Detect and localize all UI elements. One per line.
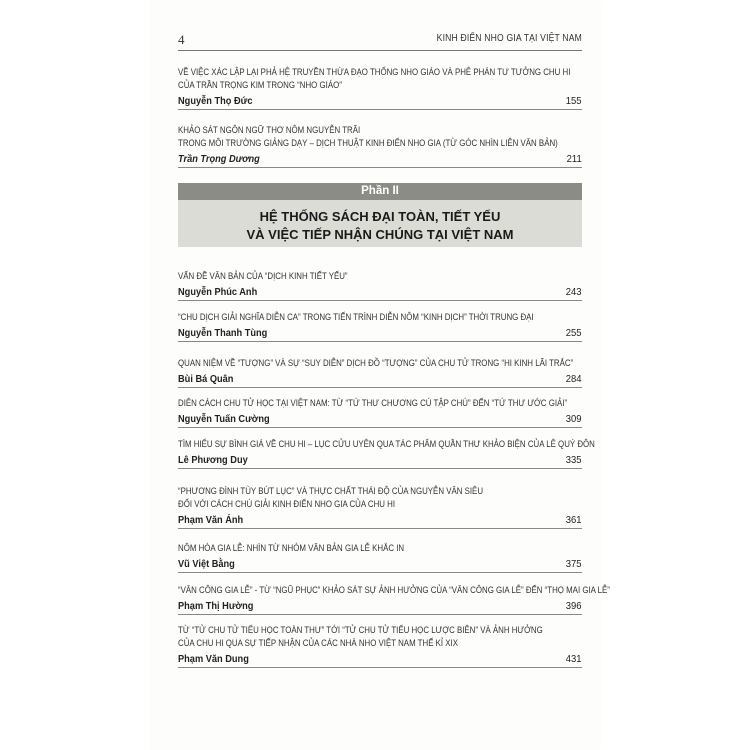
part-label-band (178, 183, 582, 200)
entry-page-number: 284 (566, 373, 582, 385)
entry-author: Trần Trọng Dương (178, 153, 260, 165)
entry-title-line: CỦA TRẦN TRỌNG KIM TRONG “NHO GIÁO” (178, 80, 342, 91)
entry-title-line: DIÊN CÁCH CHU TỬ HỌC TẠI VIỆT NAM: TỪ “TỨ THƯ CHƯƠNG CÚ TẬP CHÚ” ĐẾN “TỨ THƯ ƯỚC GIẢI” (178, 398, 568, 409)
part-label: Phần II (361, 185, 399, 197)
entry-author-row (178, 326, 582, 341)
entry-page-number: 361 (566, 514, 582, 526)
entry-title-line: VẤN ĐỀ VĂN BẢN CỦA “DỊCH KINH TIẾT YẾU” (178, 271, 348, 282)
entry-author: Nguyễn Phúc Anh (178, 286, 258, 298)
entry-title-line: NÔM HÓA GIA LỄ: NHÌN TỪ NHÓM VĂN BẢN GIA LỄ KHẮC IN (178, 543, 405, 554)
page-number: 4 (178, 32, 185, 47)
entry-author-row (178, 599, 582, 614)
toc-entry[interactable] (178, 270, 582, 301)
entry-title-line: TÌM HIỂU SỰ BÌNH GIÁ VỀ CHU HI – LỤC CỬU UYÊN QUA TÁC PHẨM QUẦN THƯ KHẢO BIỆN CỦA LÊ QUÝ ĐÔN (178, 439, 595, 450)
entry-page-number: 255 (566, 327, 582, 339)
toc-entry[interactable] (178, 124, 582, 168)
entry-author: Bùi Bá Quân (178, 373, 234, 385)
entry-author-row (178, 513, 582, 528)
entry-page-number: 396 (566, 600, 582, 612)
running-header (178, 28, 582, 51)
toc-entry[interactable] (178, 542, 582, 573)
entry-author: Phạm Thị Hường (178, 600, 254, 612)
part-title-line: VÀ VIỆC TIẾP NHẬN CHÚNG TẠI VIỆT NAM (246, 227, 514, 242)
entry-page-number: 375 (566, 558, 582, 570)
entry-title-line: VỀ VIỆC XÁC LẬP LẠI PHẢ HỆ TRUYỀN THỪA ĐẠO THỐNG NHO GIÁO VÀ PHÊ PHÁN TƯ TƯỞNG CHU HI (178, 67, 571, 78)
entry-title-line: KHẢO SÁT NGÔN NGỮ THƠ NÔM NGUYỄN TRÃI (178, 125, 361, 136)
entry-author: Vũ Việt Bằng (178, 558, 235, 570)
entry-author: Nguyễn Thanh Tùng (178, 327, 268, 339)
entry-author: Phạm Văn Dung (178, 653, 249, 665)
entry-title-line: ĐỐI VỚI CÁCH CHÚ GIẢI KINH ĐIỂN NHO GIA CỦA CHU HI (178, 499, 396, 510)
entry-author: Lê Phương Duy (178, 454, 248, 466)
part-title-line: HỆ THỐNG SÁCH ĐẠI TOÀN, TIẾT YẾU (259, 209, 501, 224)
entry-author: Nguyễn Tuấn Cường (178, 413, 270, 425)
part-heading (178, 183, 582, 247)
toc-entry[interactable] (178, 438, 595, 469)
entry-page-number: 155 (566, 95, 582, 107)
entry-page-number: 431 (566, 653, 582, 665)
toc-entry[interactable] (178, 66, 582, 110)
entry-author-row (178, 453, 582, 468)
entry-title-line: TRONG MÔI TRƯỜNG GIẢNG DẠY – DỊCH THUẬT KINH ĐIỂN NHO GIA (TỪ GÓC NHÌN LIÊN VĂN BẢN) (178, 138, 558, 149)
entry-author-row (178, 372, 582, 387)
entry-title-line: CỦA CHU HI QUA SỰ TIẾP NHẬN CỦA CÁC NHÀ NHO VIỆT NAM THẾ KỈ XIX (178, 638, 458, 649)
toc-entry[interactable] (178, 397, 582, 428)
running-title: KINH ĐIỂN NHO GIA TẠI VIỆT NAM (436, 33, 582, 44)
toc-entry[interactable] (178, 584, 610, 615)
entry-page-number: 335 (566, 454, 582, 466)
entry-title-line: “PHƯƠNG ĐÌNH TÙY BÚT LỤC” VÀ THỰC CHẤT THÁI ĐỘ CỦA NGUYỄN VĂN SIÊU (178, 486, 484, 497)
entry-page-number: 243 (566, 286, 582, 298)
entry-author: Nguyễn Thọ Đức (178, 95, 253, 107)
entry-title-line: “VĂN CÔNG GIA LỄ” - TỪ “NGŨ PHỤC” KHẢO SÁT SỰ ẢNH HƯỞNG CỦA “VĂN CÔNG GIA LỄ” ĐẾN “THỌ MAI GIA LỄ” (178, 585, 610, 596)
entry-title-line: QUAN NIỆM VỀ “TƯỢNG” VÀ SỰ “SUY DIỄN” DỊCH ĐỒ “TƯỢNG” CỦA CHU TỬ TRONG “HI KINH LÃI TRẮC” (178, 358, 574, 369)
entry-author-row (178, 557, 582, 572)
toc-entry[interactable] (178, 357, 582, 388)
entry-author-row (178, 94, 582, 109)
entry-title-line: TỪ “TỬ CHU TỬ TIỂU HỌC TOÀN THƯ” TỚI “TỬ CHU TỬ TIỂU HỌC LƯỢC BIÊN” VÀ ẢNH HƯỞNG (178, 625, 543, 636)
entry-page-number: 309 (566, 413, 582, 425)
entry-author: Phạm Văn Ánh (178, 514, 244, 526)
entry-author-row (178, 652, 582, 667)
entry-page-number: 211 (566, 153, 582, 165)
toc-entry[interactable] (178, 311, 582, 342)
toc-entry[interactable] (178, 485, 582, 529)
toc-entry[interactable] (178, 624, 582, 668)
entry-author-row (178, 412, 582, 427)
entry-title-line: “CHU DỊCH GIẢI NGHĨA DIỄN CA” TRONG TIẾN TRÌNH DIỄN NÔM “KINH DỊCH” THỜI TRUNG ĐẠI (178, 312, 534, 323)
entry-author-row (178, 285, 582, 300)
entry-author-row (178, 152, 582, 167)
